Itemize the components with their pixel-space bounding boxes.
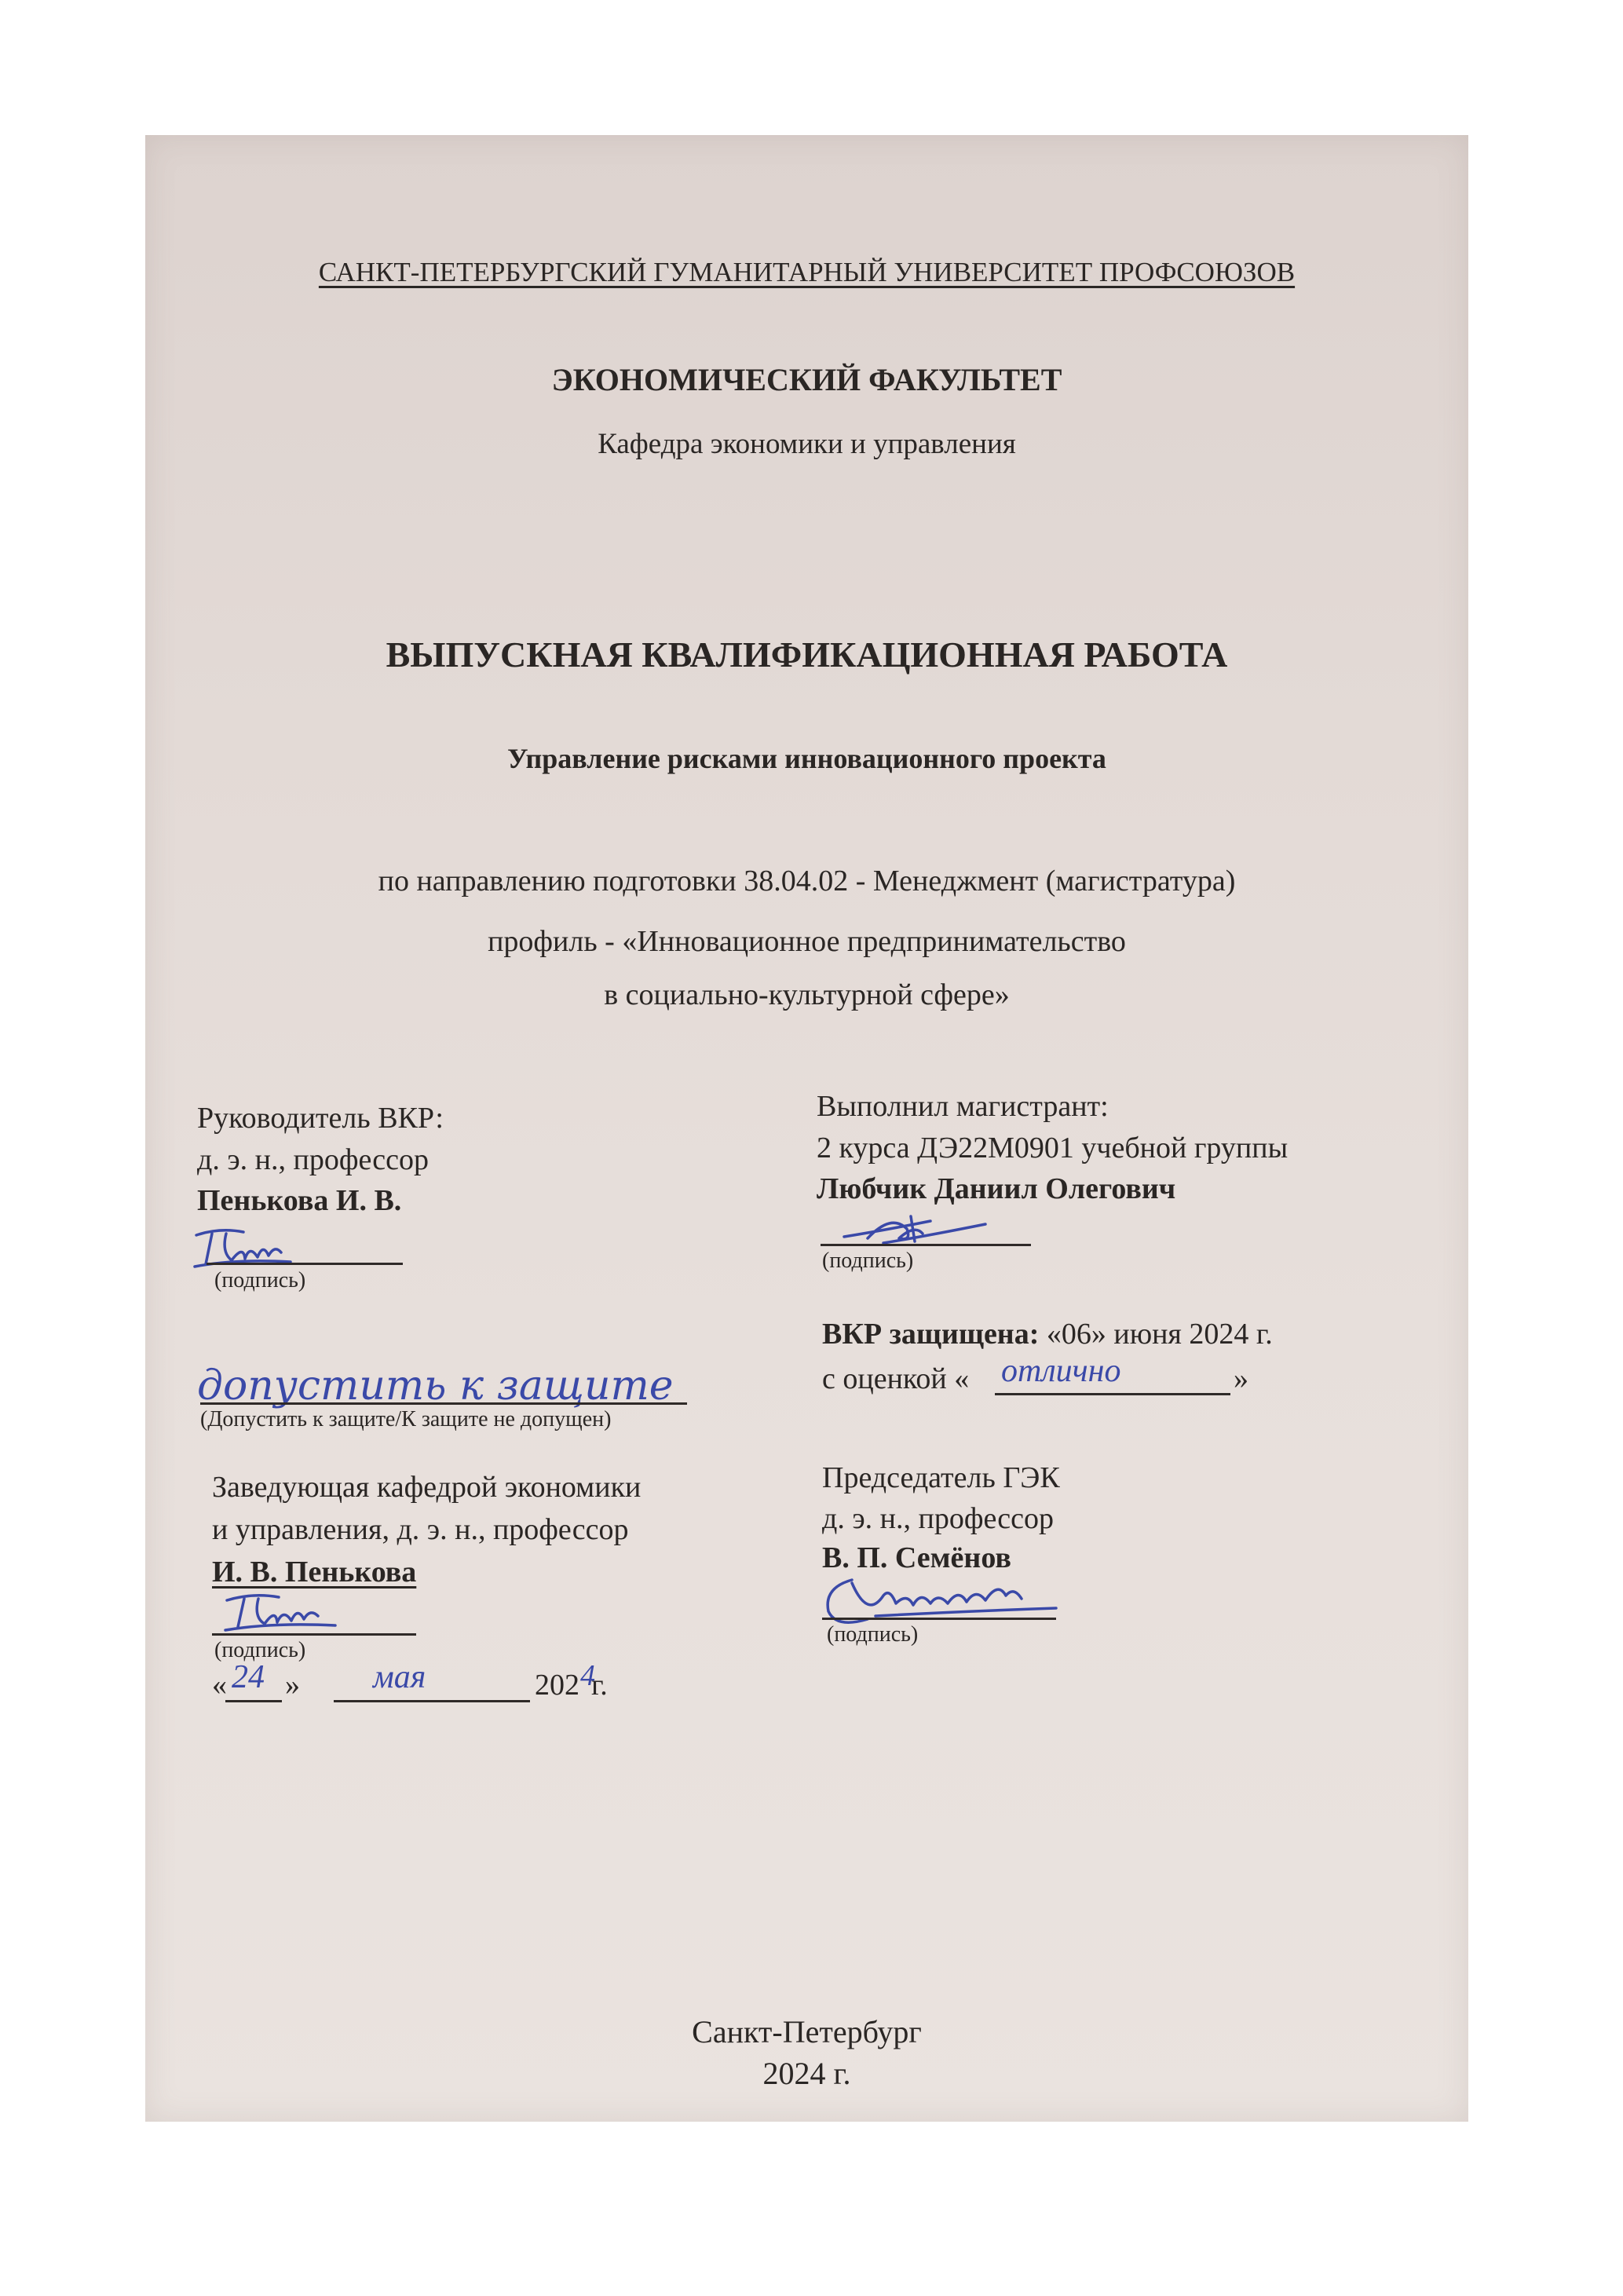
student-signature-caption: (подпись) [822, 1249, 914, 1273]
supervisor-signature-caption: (подпись) [214, 1268, 306, 1292]
work-type-title: ВЫПУСКНАЯ КВАЛИФИКАЦИОННАЯ РАБОТА [386, 634, 1228, 675]
profile-line-2: в социально-культурной сфере» [604, 978, 1010, 1011]
approval-date-open: « [212, 1669, 227, 1702]
department-name: Кафедра экономики и управления [598, 428, 1016, 460]
grade-line [995, 1393, 1230, 1395]
grade-close: » [1234, 1362, 1248, 1395]
head-name: И. В. Пенькова [212, 1556, 417, 1589]
student-label: Выполнил магистрант: [817, 1090, 1109, 1123]
chair-degree: д. э. н., профессор [822, 1502, 1054, 1535]
student-signature [836, 1207, 993, 1254]
supervisor-name: Пенькова И. В. [197, 1184, 402, 1217]
year: 2024 г. [762, 2056, 851, 2091]
approval-year-suffix: г. [591, 1669, 608, 1702]
defense-date: «06» июня 2024 г. [1039, 1318, 1273, 1351]
chair-label: Председатель ГЭК [822, 1461, 1060, 1494]
supervisor-label: Руководитель ВКР: [197, 1102, 444, 1135]
student-name: Любчик Даниил Олегович [817, 1172, 1176, 1205]
head-signature-line [212, 1633, 416, 1636]
supervisor-signature-line [207, 1263, 403, 1265]
chair-signature-caption: (подпись) [827, 1622, 919, 1647]
student-signature-line [821, 1244, 1031, 1246]
grade-label: с оценкой « [822, 1362, 970, 1395]
study-direction: по направлению подготовки 38.04.02 - Менеджмент (магистратура) [378, 865, 1236, 898]
thesis-topic: Управление рисками инновационного проекта [507, 743, 1106, 774]
supervisor-degree: д. э. н., профессор [197, 1143, 429, 1176]
grade-value: отлично [1001, 1353, 1121, 1389]
student-group: 2 курса ДЭ22М0901 учебной группы [817, 1132, 1289, 1164]
approval-date-month: мая [373, 1659, 426, 1695]
defense-label: ВКР защищена: [822, 1318, 1040, 1351]
approval-month-line [334, 1700, 530, 1702]
university-name: САНКТ-ПЕТЕРБУРГСКИЙ ГУМАНИТАРНЫЙ УНИВЕРСИТЕТ ПРОФСОЮЗОВ [318, 257, 1296, 287]
defense-line [822, 1317, 1273, 1351]
head-title-line-2: и управления, д. э. н., профессор [212, 1513, 629, 1546]
chair-signature-line [822, 1618, 1056, 1620]
admission-handwriting-text: допустить к защите [197, 1362, 674, 1409]
approval-date-day: 24 [232, 1659, 265, 1695]
profile-line-1: профиль - «Инновационное предпринимательство [488, 925, 1126, 958]
admission-caption: (Допустить к защите/К защите не допущен) [200, 1407, 612, 1431]
chair-name: В. П. Семёнов [822, 1541, 1011, 1574]
approval-year-prefix: 202 [535, 1669, 579, 1702]
faculty-name: ЭКОНОМИЧЕСКИЙ ФАКУЛЬТЕТ [551, 362, 1062, 397]
head-signature-caption: (подпись) [214, 1638, 306, 1662]
head-title-line-1: Заведующая кафедрой экономики [212, 1471, 642, 1504]
title-page-sheet [145, 135, 1468, 2122]
approval-day-line [225, 1700, 282, 1702]
city: Санкт-Петербург [692, 2014, 922, 2049]
approval-date-close: » [285, 1669, 300, 1702]
admission-line [200, 1402, 687, 1405]
approval-year-digit: 4 [580, 1659, 595, 1692]
